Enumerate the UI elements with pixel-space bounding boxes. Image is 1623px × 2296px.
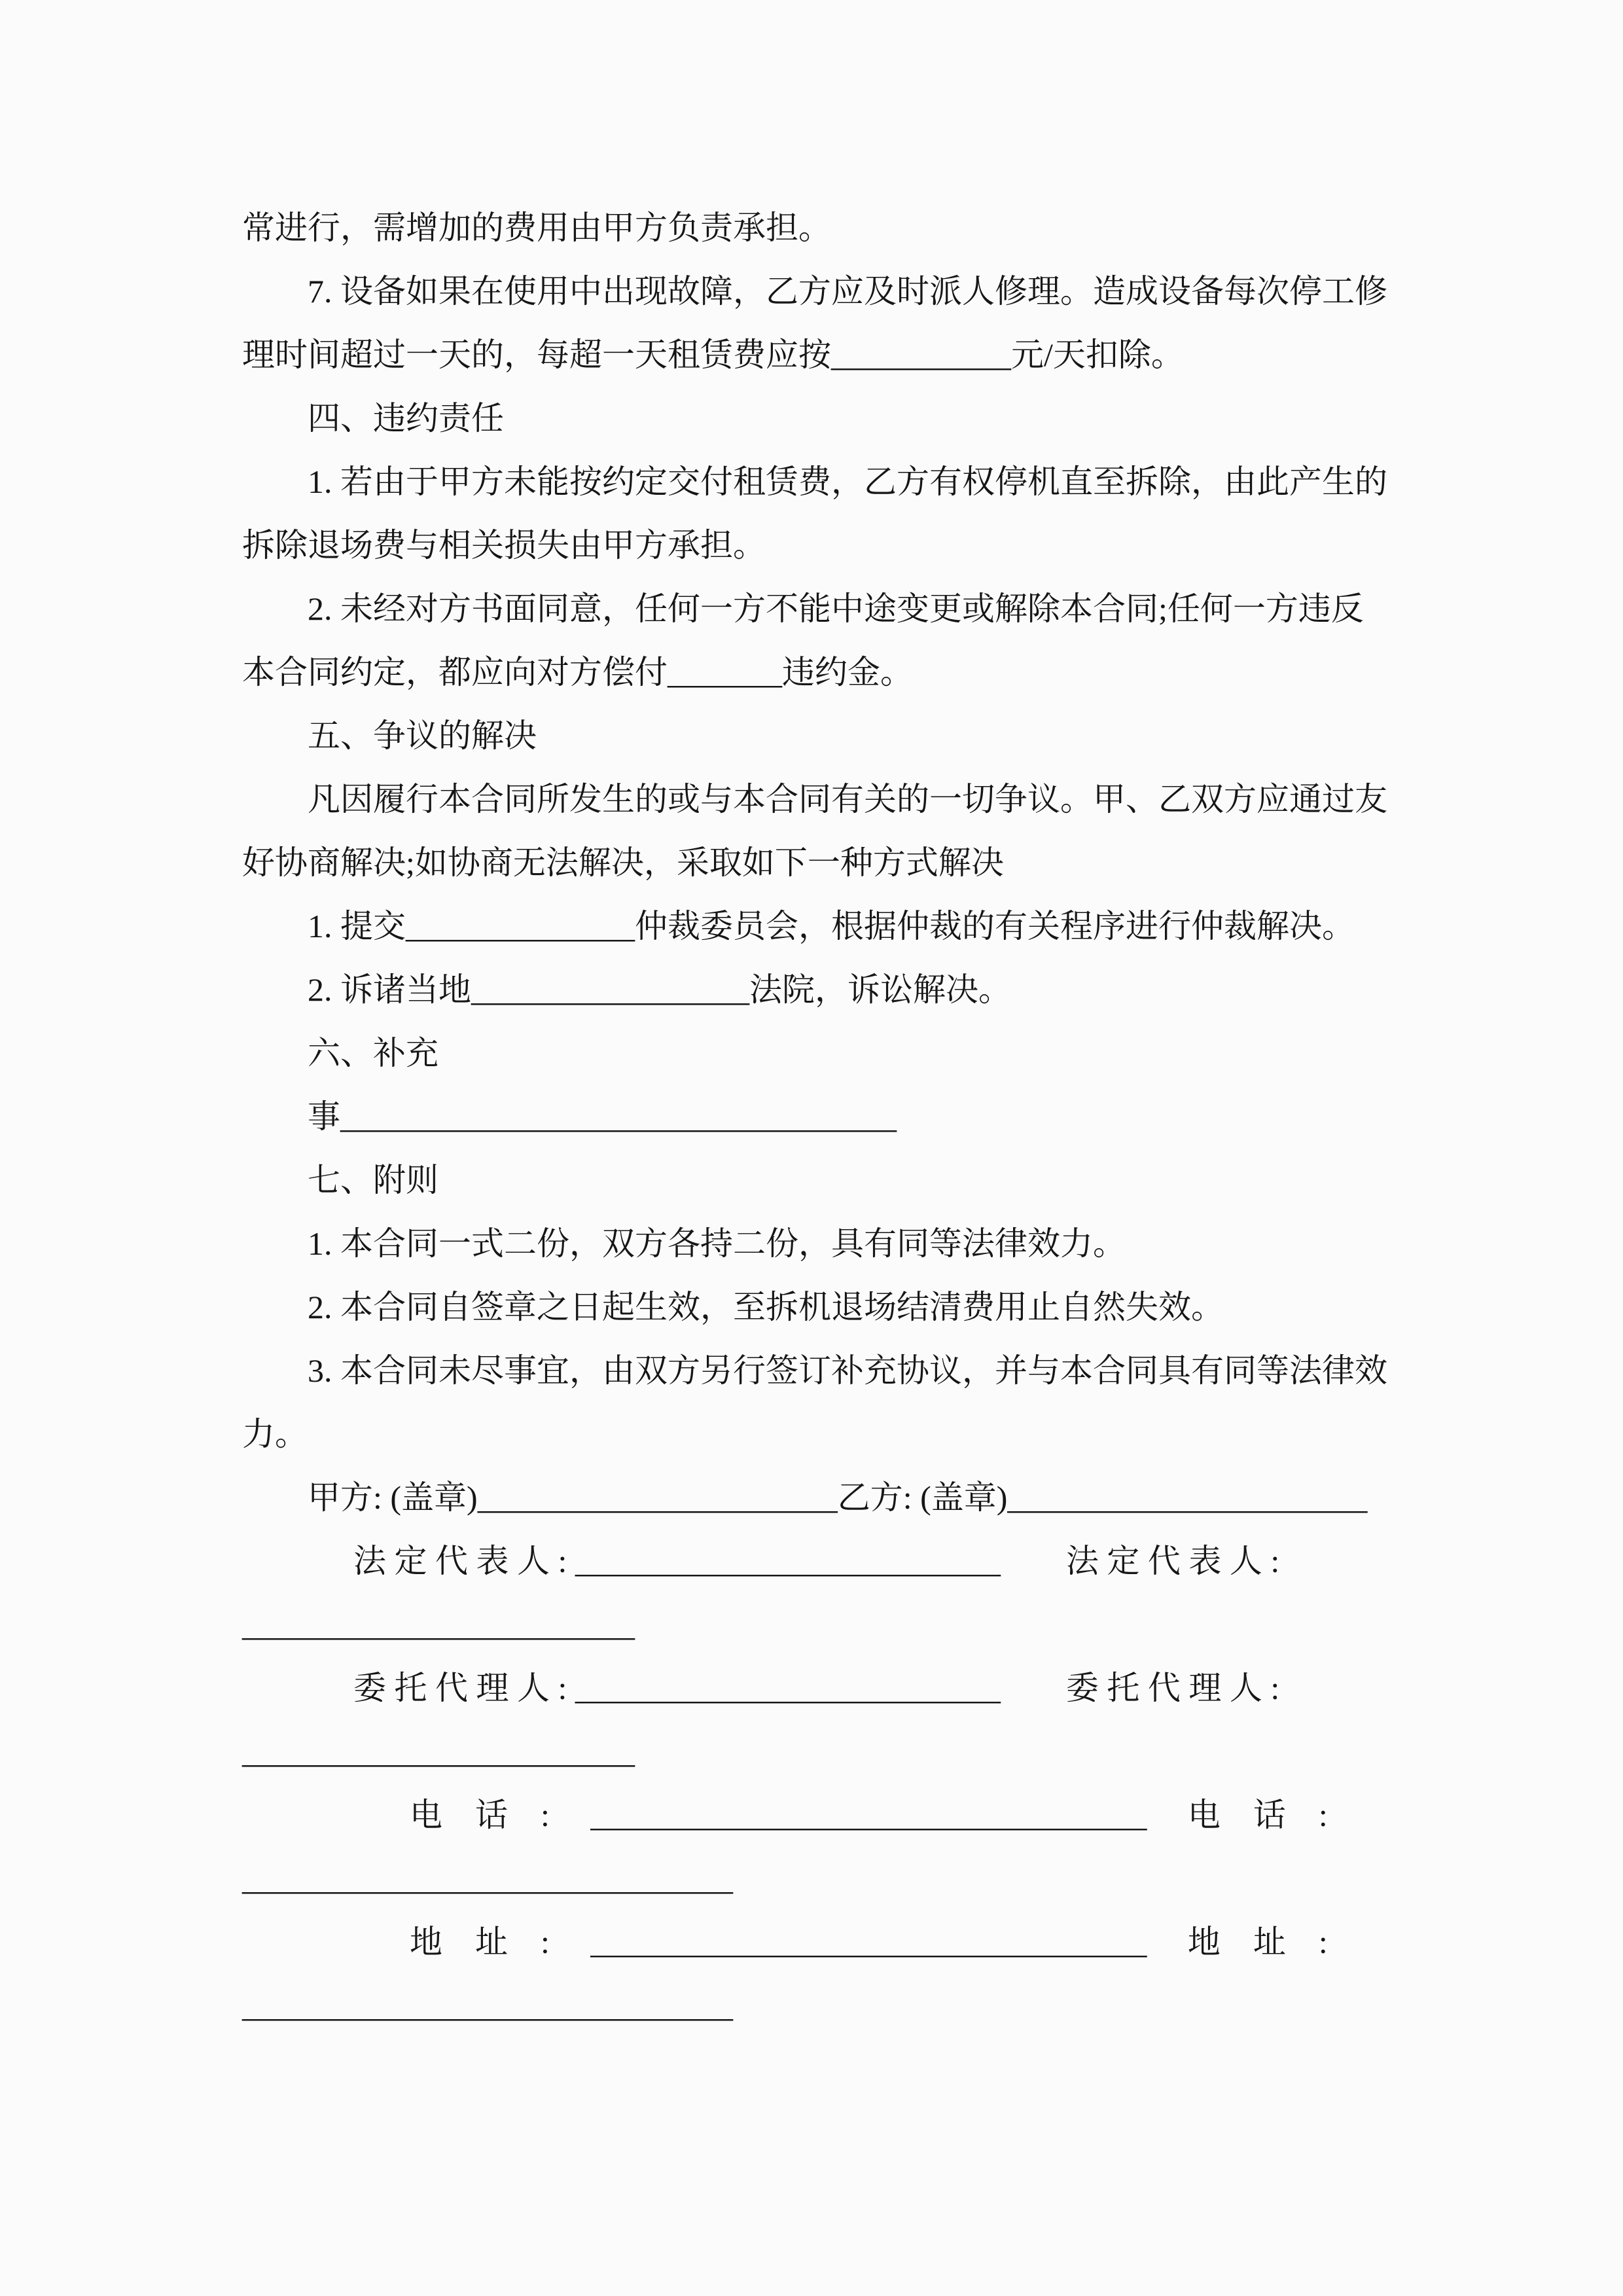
document-line: 2. 诉诸当地_________________法院，诉讼解决。 (308, 971, 1011, 1008)
document-line: 常进行，需增加的费用由甲方负责承担。 (242, 209, 831, 246)
document-line: 甲方: (盖章)______________________乙方: (盖章)______________________ (308, 1479, 1368, 1516)
document-line: 理时间超过一天的，每超一天租赁费应按___________元/天扣除。 (242, 336, 1184, 373)
document-line: ________________________ (242, 1733, 635, 1770)
document-line: 2. 未经对方书面同意，任何一方不能中途变更或解除本合同;任何一方违反 (308, 590, 1364, 627)
document-line: 1. 若由于甲方未能按约定交付租赁费，乙方有权停机直至拆除，由此产生的 (308, 463, 1387, 500)
document-line: 六、补充 (308, 1035, 438, 1071)
document-line: ______________________________ (242, 1860, 733, 1897)
document-line: ______________________________ (242, 1987, 733, 2024)
document-line: 2. 本合同自签章之日起生效，至拆机退场结清费用止自然失效。 (308, 1289, 1224, 1325)
document-line: 法 定 代 表 人 : __________________________ 法 定 代 表 人 : (353, 1543, 1280, 1579)
document-line: 7. 设备如果在使用中出现故障，乙方应及时派人修理。造成设备每次停工修 (308, 273, 1387, 310)
document-line: ________________________ (242, 1606, 635, 1643)
document-line: 事__________________________________ (308, 1098, 897, 1135)
document-line: 1. 本合同一式二份，双方各持二份，具有同等法律效力。 (308, 1225, 1126, 1262)
document-line: 拆除退场费与相关损失由甲方承担。 (242, 527, 766, 564)
document-line: 好协商解决;如协商无法解决，采取如下一种方式解决 (242, 844, 1004, 881)
document-line: 四、违约责任 (308, 400, 504, 437)
document-line: 1. 提交______________仲裁委员会，根据仲裁的有关程序进行仲裁解决。 (308, 908, 1355, 944)
document-line: 五、争议的解决 (308, 717, 537, 754)
document-line: 凡因履行本合同所发生的或与本合同有关的一切争议。甲、乙双方应通过友 (308, 781, 1387, 817)
document-line: 委 托 代 理 人 : __________________________ 委 托 代 理 人 : (353, 1670, 1280, 1706)
document-line: 电 话 : __________________________________ 电 话 : (410, 1797, 1328, 1833)
document-line: 力。 (242, 1416, 308, 1452)
document-line: 本合同约定，都应向对方偿付_______违约金。 (242, 654, 913, 691)
document-line: 3. 本合同未尽事宜，由双方另行签订补充协议，并与本合同具有同等法律效 (308, 1352, 1387, 1389)
document-line: 七、附则 (308, 1162, 438, 1198)
document-line: 地 址 : __________________________________ 地 址 : (410, 1924, 1328, 1960)
